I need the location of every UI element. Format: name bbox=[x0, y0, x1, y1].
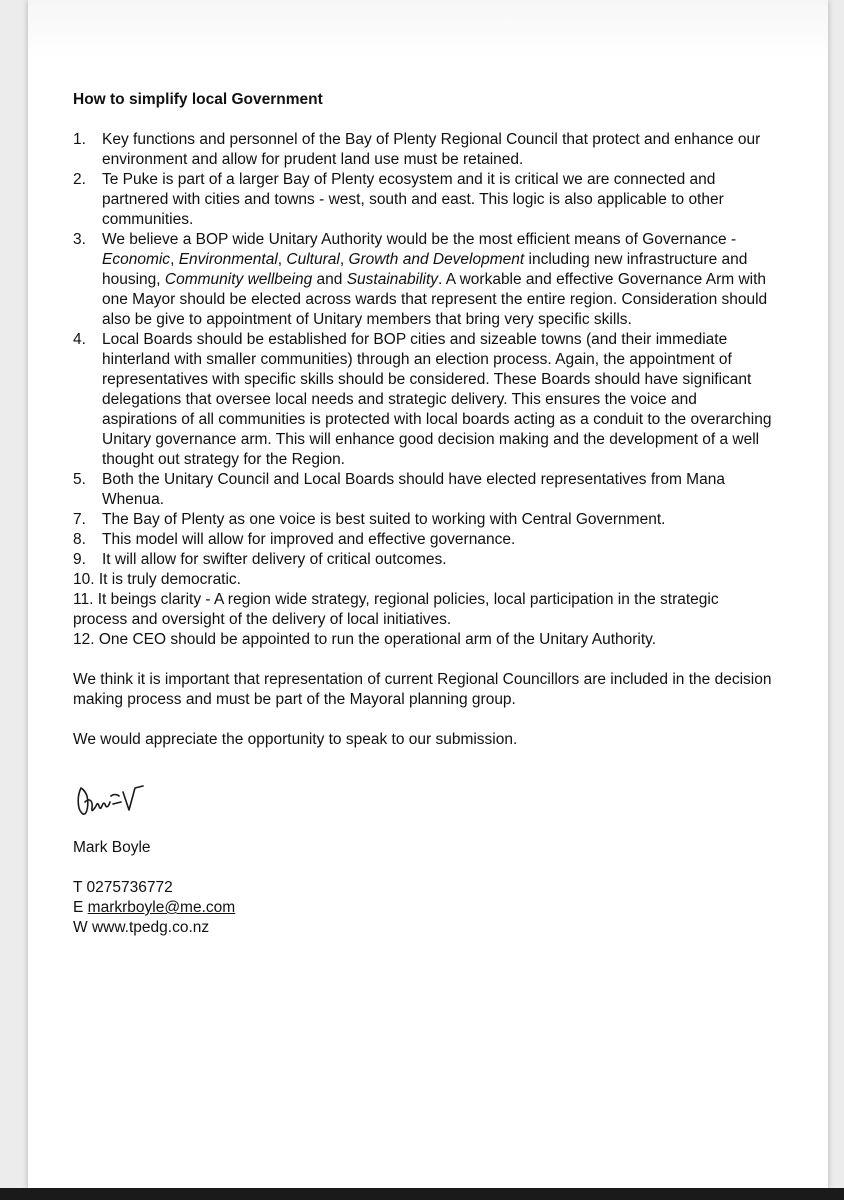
contact-phone bbox=[73, 878, 773, 898]
phone-prefix: T bbox=[73, 879, 83, 896]
handwritten-signature bbox=[75, 782, 155, 822]
website-text: www.tpedg.co.nz bbox=[91, 919, 210, 936]
web-prefix: W bbox=[73, 919, 88, 936]
list-item-text: , bbox=[170, 251, 179, 268]
list-item-text: . A workable and effective Governance Arm with one Mayor should be elected across wards that represent the entire region. Consideration should also be give to appointment of Unitary members that bring very specific skills. bbox=[102, 271, 768, 328]
list-item bbox=[73, 230, 773, 330]
list-item-text: This model will allow for improved and effective governance. bbox=[102, 531, 516, 548]
list-item-text: and bbox=[312, 271, 347, 288]
numbered-list bbox=[73, 130, 773, 650]
signatory-name: Mark Boyle bbox=[73, 839, 151, 856]
list-item-emphasis: Sustainability bbox=[346, 271, 439, 288]
list-item-text: One CEO should be appointed to run the operational arm of the Unitary Authority. bbox=[98, 631, 657, 648]
list-item-text: It beings clarity - A region wide strategy, regional policies, local participation in the strategic process and oversight of the delivery of local initiatives. bbox=[73, 591, 719, 628]
list-item-number: 4. bbox=[73, 331, 86, 348]
list-item-text: It is truly democratic. bbox=[98, 571, 241, 588]
list-item-number: 12. bbox=[73, 631, 95, 648]
list-item-emphasis: Growth and Development bbox=[348, 251, 525, 268]
list-item-text: Te Puke is part of a larger Bay of Plenty ecosystem and it is critical we are connected and partnered with cities and towns - west, south and east. This logic is also applicable to other communities. bbox=[102, 171, 724, 228]
list-item bbox=[73, 170, 773, 230]
list-item-text: Local Boards should be established for BOP cities and sizeable towns (and their immediate hinterland with smaller communities) through an election process. Again, the appointment of representatives with specific skills should be considered. These Boards should have significant delegations that oversee local needs and strategic delivery. This ensures the voice and aspirations of all communities is protected with local boards acting as a conduit to the overarching Unitary governance arm. This will enhance good decision making and the development of a well thought out strategy for the Region. bbox=[102, 331, 772, 468]
document-page bbox=[28, 0, 828, 1188]
list-item-emphasis: Cultural bbox=[286, 251, 340, 268]
phone-number: 0275736772 bbox=[86, 879, 173, 896]
list-item-number: 2. bbox=[73, 171, 86, 188]
list-item-number: 11. bbox=[73, 591, 94, 608]
list-item-number: 10. bbox=[73, 571, 95, 588]
list-item bbox=[73, 330, 773, 470]
list-item-text: It will allow for swifter delivery of critical outcomes. bbox=[102, 551, 447, 568]
list-item-number: 1. bbox=[73, 131, 86, 148]
email-prefix: E bbox=[73, 899, 84, 916]
list-item-number: 5. bbox=[73, 471, 86, 488]
list-item bbox=[73, 470, 773, 510]
list-item bbox=[73, 530, 773, 550]
list-item bbox=[73, 550, 773, 570]
list-item-text: Both the Unitary Council and Local Boards should have elected representatives from Mana Whenua. bbox=[102, 471, 725, 508]
paragraph-representation: We think it is important that representation of current Regional Councillors are included in the decision making process and must be part of the Mayoral planning group. bbox=[73, 671, 772, 708]
page-bottom-edge bbox=[0, 1188, 844, 1200]
list-item-text: Key functions and personnel of the Bay of Plenty Regional Council that protect and enhance our environment and allow for prudent land use must be retained. bbox=[102, 131, 761, 168]
list-item-text: including new infrastructure and housing, bbox=[102, 251, 748, 288]
page-top-shade bbox=[28, 0, 828, 60]
list-item-text: , bbox=[339, 251, 349, 268]
list-item-number: 3. bbox=[73, 231, 86, 248]
list-item-text: The Bay of Plenty as one voice is best suited to working with Central Government. bbox=[102, 511, 666, 528]
list-item bbox=[73, 590, 773, 630]
list-item-emphasis: Community wellbeing bbox=[164, 271, 313, 288]
list-item-number: 8. bbox=[73, 531, 86, 548]
contact-block bbox=[73, 878, 773, 938]
signature-image bbox=[75, 782, 155, 822]
contact-website bbox=[73, 918, 773, 938]
email-link[interactable]: markrboyle@me.com bbox=[87, 899, 236, 916]
list-item-text: We believe a BOP wide Unitary Authority would be the most efficient means of Governance - bbox=[102, 231, 737, 248]
list-item bbox=[73, 510, 773, 530]
document-title: How to simplify local Government bbox=[73, 91, 323, 108]
list-item bbox=[73, 570, 773, 590]
paragraph-submission: We would appreciate the opportunity to speak to our submission. bbox=[73, 731, 518, 748]
list-item bbox=[73, 630, 773, 650]
list-item bbox=[73, 130, 773, 170]
list-item-emphasis: Economic bbox=[102, 251, 171, 268]
list-item-number: 7. bbox=[73, 511, 86, 528]
document-body bbox=[73, 90, 773, 938]
list-item-emphasis: Environmental bbox=[178, 251, 278, 268]
contact-email bbox=[73, 898, 773, 918]
list-item-text: , bbox=[277, 251, 287, 268]
list-item-number: 9. bbox=[73, 551, 86, 568]
